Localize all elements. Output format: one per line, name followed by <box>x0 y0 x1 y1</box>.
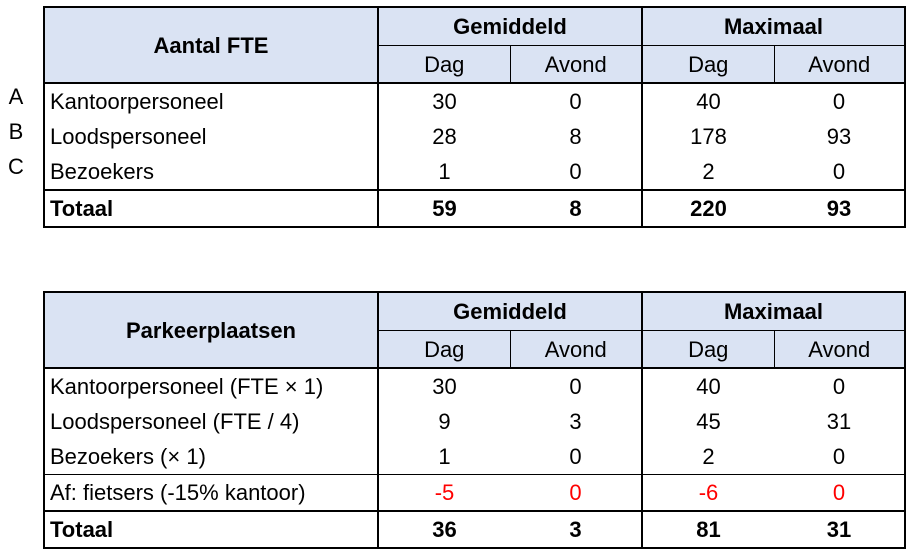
parking-row-label: Kantoorpersoneel (FTE × 1) <box>44 368 378 404</box>
parking-cell: 2 <box>642 439 774 475</box>
fte-group-maximaal: Maximaal <box>642 7 905 46</box>
parking-group-maximaal: Maximaal <box>642 292 905 331</box>
parking-sub-max-dag: Dag <box>642 331 774 369</box>
table-row-total <box>44 511 905 548</box>
table-row-deduction <box>44 475 905 512</box>
fte-total-label: Totaal <box>44 190 378 227</box>
parking-cell: 45 <box>642 404 774 439</box>
parking-total-cell: 81 <box>642 511 774 548</box>
parking-cell-negative: 0 <box>774 475 905 512</box>
fte-group-gemiddeld: Gemiddeld <box>378 7 642 46</box>
table-row <box>44 119 905 154</box>
parking-cell: 0 <box>774 439 905 475</box>
fte-sub-gem-dag: Dag <box>378 46 510 84</box>
table-row <box>44 404 905 439</box>
fte-cell: 2 <box>642 154 774 190</box>
parking-cell: 3 <box>510 404 642 439</box>
fte-cell: 93 <box>774 119 905 154</box>
table-row <box>44 368 905 404</box>
parking-total-cell: 3 <box>510 511 642 548</box>
row-letter-a: A <box>8 84 24 109</box>
fte-sub-max-dag: Dag <box>642 46 774 84</box>
fte-cell: 0 <box>774 83 905 119</box>
parking-cell: 0 <box>774 368 905 404</box>
fte-total-cell: 220 <box>642 190 774 227</box>
fte-row-label: Kantoorpersoneel <box>44 83 378 119</box>
parking-cell: 9 <box>378 404 510 439</box>
parking-row-label: Bezoekers (× 1) <box>44 439 378 475</box>
table-row <box>44 439 905 475</box>
parking-total-cell: 36 <box>378 511 510 548</box>
fte-cell: 30 <box>378 83 510 119</box>
fte-cell: 8 <box>510 119 642 154</box>
fte-cell: 178 <box>642 119 774 154</box>
fte-cell: 40 <box>642 83 774 119</box>
row-letters <box>6 79 26 184</box>
parking-sub-gem-avond: Avond <box>510 331 642 369</box>
row-letter-c: C <box>8 154 24 179</box>
fte-cell: 1 <box>378 154 510 190</box>
fte-total-cell: 59 <box>378 190 510 227</box>
parking-cell-negative: 0 <box>510 475 642 512</box>
fte-sub-max-avond: Avond <box>774 46 905 84</box>
parking-sub-gem-dag: Dag <box>378 331 510 369</box>
parking-cell: 0 <box>510 368 642 404</box>
table-row <box>44 83 905 119</box>
parking-sub-max-avond: Avond <box>774 331 905 369</box>
fte-total-cell: 8 <box>510 190 642 227</box>
parking-total-cell: 31 <box>774 511 905 548</box>
row-letter-b: B <box>8 119 24 144</box>
parking-cell-negative: -6 <box>642 475 774 512</box>
fte-total-cell: 93 <box>774 190 905 227</box>
parking-cell-negative: -5 <box>378 475 510 512</box>
fte-cell: 28 <box>378 119 510 154</box>
fte-cell: 0 <box>510 83 642 119</box>
parking-cell: 40 <box>642 368 774 404</box>
parking-table-title: Parkeerplaatsen <box>44 292 378 368</box>
parking-row-label: Af: fietsers (-15% kantoor) <box>44 475 378 512</box>
parking-cell: 0 <box>510 439 642 475</box>
table-row-total <box>44 190 905 227</box>
parking-cell: 1 <box>378 439 510 475</box>
fte-table-title: Aantal FTE <box>44 7 378 83</box>
fte-cell: 0 <box>510 154 642 190</box>
parking-group-gemiddeld: Gemiddeld <box>378 292 642 331</box>
parking-row-label: Loodspersoneel (FTE / 4) <box>44 404 378 439</box>
parking-table <box>43 291 906 549</box>
fte-sub-gem-avond: Avond <box>510 46 642 84</box>
parking-total-label: Totaal <box>44 511 378 548</box>
fte-cell: 0 <box>774 154 905 190</box>
fte-table <box>43 6 906 228</box>
fte-row-label: Bezoekers <box>44 154 378 190</box>
parking-cell: 30 <box>378 368 510 404</box>
parking-cell: 31 <box>774 404 905 439</box>
table-row <box>44 154 905 190</box>
fte-row-label: Loodspersoneel <box>44 119 378 154</box>
